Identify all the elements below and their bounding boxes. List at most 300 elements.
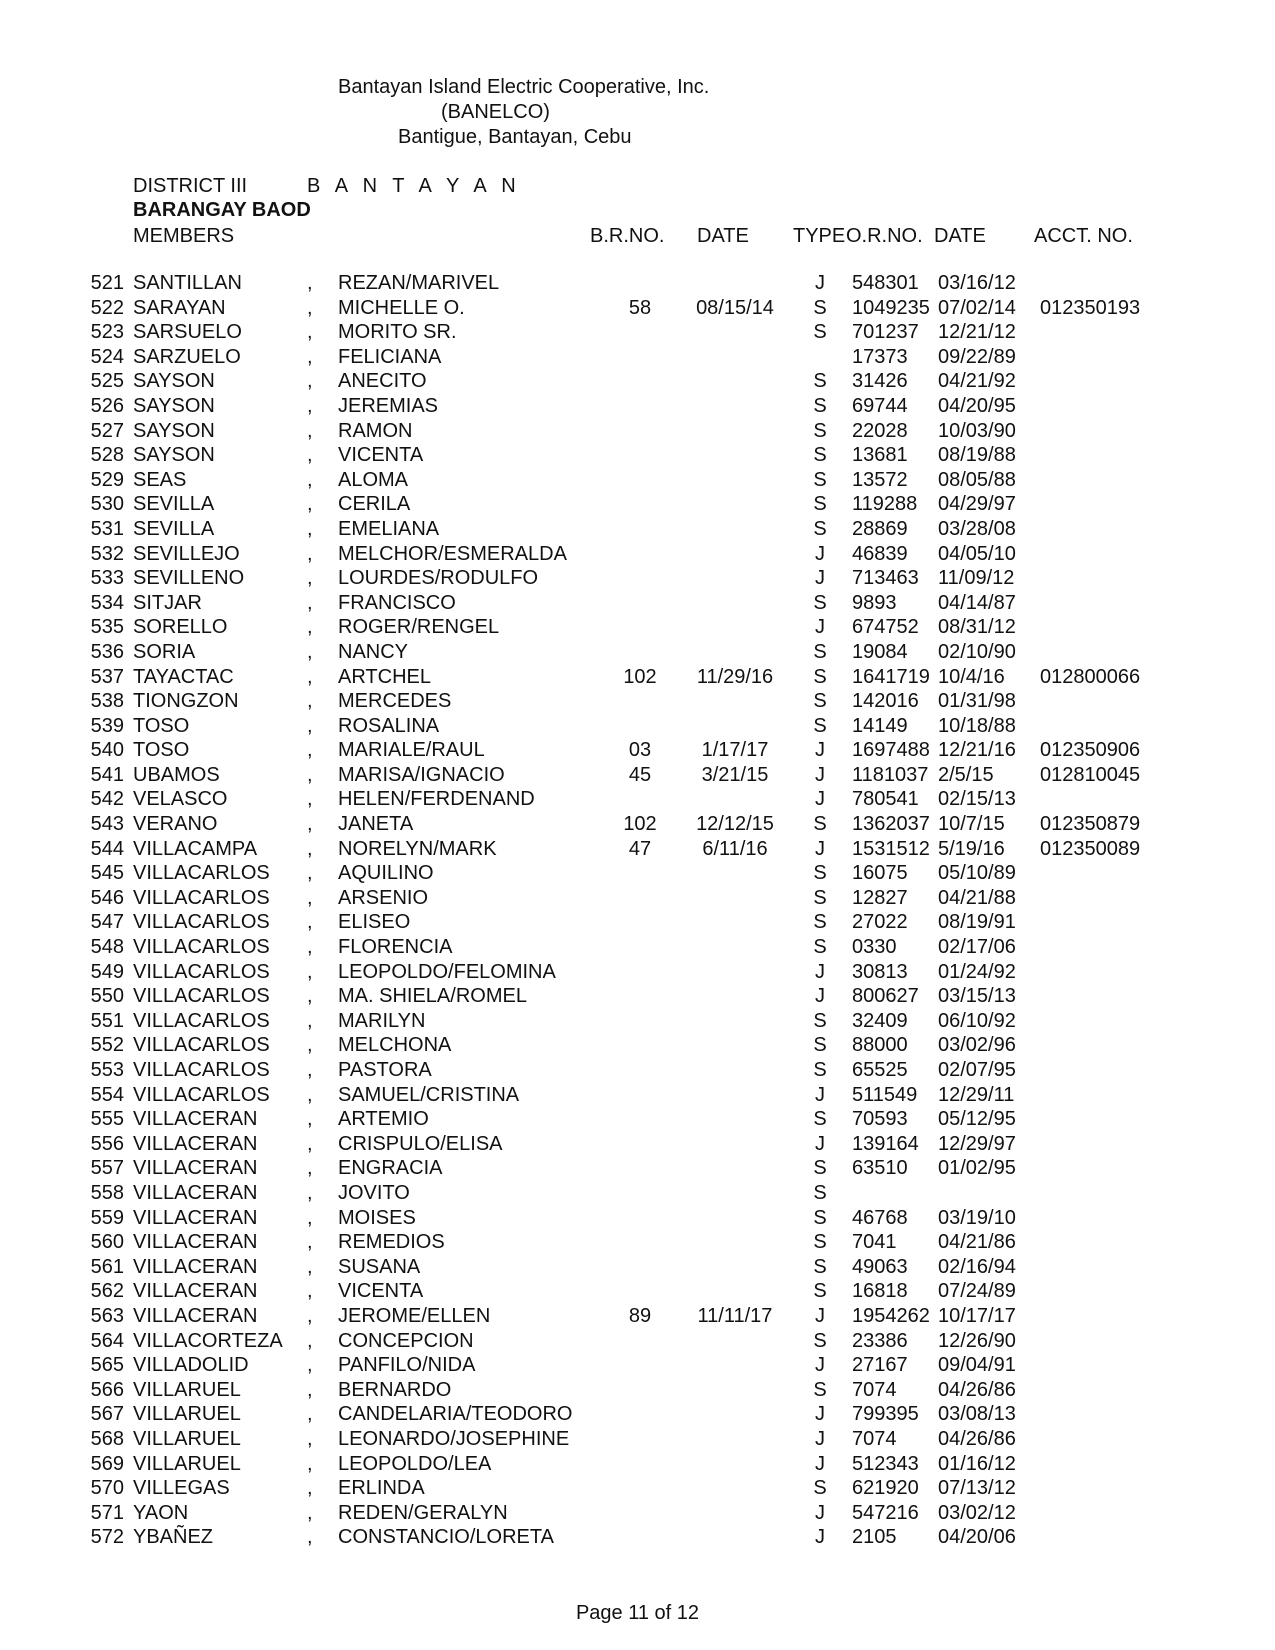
membership-type: S <box>813 591 827 614</box>
or-number: 12827 <box>852 886 908 909</box>
name-separator: , <box>307 1206 313 1229</box>
member-last-name: VILLACARLOS <box>133 936 270 959</box>
membership-type: J <box>815 788 825 811</box>
membership-type: S <box>813 1009 827 1032</box>
member-last-name: SORELLO <box>133 616 228 639</box>
member-number: 552 <box>90 1034 124 1057</box>
or-number: 512343 <box>852 1452 919 1475</box>
member-first-name: REZAN/MARIVEL <box>338 272 500 294</box>
name-separator: , <box>307 837 313 860</box>
table-row <box>0 936 1275 961</box>
member-first-name: MARIALE/RAUL <box>338 739 485 762</box>
member-first-name: ANECITO <box>338 370 427 393</box>
or-date: 01/16/12 <box>938 1452 1016 1475</box>
member-number: 571 <box>90 1501 124 1524</box>
or-date: 05/10/89 <box>938 862 1016 885</box>
or-date: 04/21/88 <box>938 886 1016 909</box>
member-number: 541 <box>90 763 124 786</box>
name-separator: , <box>307 493 313 516</box>
table-row <box>0 887 1275 912</box>
table-row <box>0 1280 1275 1305</box>
name-separator: , <box>307 321 313 344</box>
table-row <box>0 469 1275 494</box>
or-number: 46768 <box>852 1206 908 1229</box>
or-number: 14149 <box>852 714 908 737</box>
table-row <box>0 1157 1275 1182</box>
or-number: 1697488 <box>852 739 930 762</box>
name-separator: , <box>307 640 313 663</box>
table-row <box>0 1526 1275 1551</box>
table-row <box>0 1379 1275 1404</box>
member-first-name: FRANCISCO <box>338 591 456 614</box>
member-number: 570 <box>90 1477 124 1500</box>
or-date: 03/02/12 <box>938 1501 1016 1524</box>
br-date: 1/17/17 <box>701 739 769 762</box>
or-date: 06/10/92 <box>938 1009 1016 1032</box>
member-first-name: ELISEO <box>338 911 411 934</box>
table-row <box>0 1502 1275 1527</box>
name-separator: , <box>307 1034 313 1057</box>
member-first-name: CERILA <box>338 493 411 516</box>
or-number: 780541 <box>852 788 919 811</box>
or-date: 02/07/95 <box>938 1059 1016 1081</box>
or-date: 04/26/86 <box>938 1427 1016 1450</box>
membership-type: S <box>813 444 827 467</box>
membership-type: S <box>813 640 827 663</box>
table-row <box>0 1084 1275 1109</box>
member-last-name: VILLACARLOS <box>133 862 270 885</box>
or-date: 08/19/91 <box>938 911 1016 934</box>
member-number: 556 <box>90 1132 124 1155</box>
or-date: 09/04/91 <box>938 1354 1016 1377</box>
or-number: 547216 <box>852 1501 919 1524</box>
table-row <box>0 838 1275 863</box>
membership-type: J <box>815 1403 825 1426</box>
or-number: 9893 <box>852 591 897 614</box>
membership-type: S <box>813 1181 827 1204</box>
or-date: 12/26/90 <box>938 1329 1016 1352</box>
table-row <box>0 715 1275 740</box>
or-number: 32409 <box>852 1009 908 1032</box>
br-number: 47 <box>628 837 652 860</box>
account-number: 012350193 <box>1040 296 1141 319</box>
or-number: 119288 <box>852 493 918 516</box>
membership-type: S <box>813 419 827 442</box>
name-separator: , <box>307 517 313 540</box>
member-number: 530 <box>90 493 124 516</box>
name-separator: , <box>307 788 313 811</box>
membership-type: J <box>815 837 825 860</box>
or-date: 12/21/12 <box>938 321 1016 344</box>
membership-type: S <box>813 862 827 885</box>
membership-type: S <box>813 1108 827 1131</box>
membership-type: J <box>815 567 825 590</box>
member-number: 559 <box>90 1206 124 1229</box>
membership-type: S <box>813 370 827 393</box>
name-separator: , <box>307 1231 313 1254</box>
table-row <box>0 1133 1275 1158</box>
member-last-name: YAON <box>133 1501 189 1524</box>
or-date: 10/4/16 <box>938 665 1005 688</box>
name-separator: , <box>307 1157 313 1180</box>
table-row <box>0 1354 1275 1379</box>
or-date: 07/02/14 <box>938 296 1016 319</box>
name-separator: , <box>307 1181 313 1204</box>
name-separator: , <box>307 714 313 737</box>
br-date: 11/11/17 <box>697 1304 773 1327</box>
name-separator: , <box>307 690 313 713</box>
column-header-acct-no: ACCT. NO. <box>1034 225 1133 247</box>
member-number: 554 <box>90 1083 124 1106</box>
table-row <box>0 1034 1275 1059</box>
table-row <box>0 346 1275 371</box>
or-number: 713463 <box>852 567 919 590</box>
or-number: 142016 <box>852 690 919 713</box>
or-date: 04/26/86 <box>938 1378 1016 1401</box>
member-number: 533 <box>90 567 124 590</box>
column-header-br-no: B.R.NO. <box>590 225 665 247</box>
membership-type: S <box>813 1329 827 1352</box>
br-date: 08/15/14 <box>696 296 774 319</box>
member-number: 523 <box>90 321 124 344</box>
or-number: 1181037 <box>852 763 929 786</box>
member-last-name: SEVILLEJO <box>133 542 240 565</box>
membership-type: S <box>813 665 827 688</box>
account-number: 012350879 <box>1040 813 1141 836</box>
member-last-name: SAYSON <box>133 370 215 393</box>
member-first-name: JOVITO <box>338 1181 410 1204</box>
member-first-name: LEOPOLDO/LEA <box>338 1452 492 1475</box>
or-number: 28869 <box>852 517 908 540</box>
br-date: 12/12/15 <box>696 813 774 836</box>
member-number: 564 <box>90 1329 124 1352</box>
member-number: 537 <box>90 665 124 688</box>
member-last-name: TOSO <box>133 714 190 737</box>
member-last-name: VILLACARLOS <box>133 911 270 934</box>
member-first-name: LEOPOLDO/FELOMINA <box>338 960 556 983</box>
name-separator: , <box>307 1378 313 1401</box>
table-row <box>0 666 1275 691</box>
or-number: 49063 <box>852 1255 908 1278</box>
column-header-type: TYPE <box>793 225 846 247</box>
or-date: 03/08/13 <box>938 1403 1016 1426</box>
table-row <box>0 764 1275 789</box>
member-number: 524 <box>90 345 124 368</box>
or-number: 7074 <box>852 1378 897 1401</box>
member-number: 521 <box>90 272 124 294</box>
member-last-name: SAYSON <box>133 444 215 467</box>
member-last-name: VILLADOLID <box>133 1354 249 1377</box>
membership-type: J <box>815 542 825 565</box>
table-row <box>0 1231 1275 1256</box>
or-date: 5/19/16 <box>938 837 1005 860</box>
member-first-name: ARTEMIO <box>338 1108 429 1131</box>
or-date: 12/29/97 <box>938 1132 1016 1155</box>
membership-type: S <box>813 394 827 417</box>
membership-type: J <box>815 1427 825 1450</box>
member-first-name: SUSANA <box>338 1255 421 1278</box>
table-row <box>0 1059 1275 1084</box>
member-last-name: SAYSON <box>133 394 215 417</box>
name-separator: , <box>307 813 313 836</box>
membership-type: S <box>813 1378 827 1401</box>
name-separator: , <box>307 1132 313 1155</box>
name-separator: , <box>307 1083 313 1106</box>
name-separator: , <box>307 468 313 491</box>
member-last-name: SORIA <box>133 640 196 663</box>
member-last-name: VILLACERAN <box>133 1157 258 1180</box>
member-last-name: VILLACAMPA <box>133 837 258 860</box>
member-first-name: CONSTANCIO/LORETA <box>338 1526 554 1549</box>
member-number: 558 <box>90 1181 124 1204</box>
member-last-name: SEAS <box>133 468 187 491</box>
membership-type: J <box>815 763 825 786</box>
or-date: 02/16/94 <box>938 1255 1016 1278</box>
membership-type: J <box>815 1132 825 1155</box>
or-number: 1954262 <box>852 1304 930 1327</box>
or-date: 05/12/95 <box>938 1108 1016 1131</box>
name-separator: , <box>307 567 313 590</box>
account-number: 012800066 <box>1040 665 1141 688</box>
name-separator: , <box>307 394 313 417</box>
member-number: 538 <box>90 690 124 713</box>
table-row <box>0 420 1275 445</box>
member-number: 536 <box>90 640 124 663</box>
member-number: 539 <box>90 714 124 737</box>
member-number: 562 <box>90 1280 124 1303</box>
or-date: 12/21/16 <box>938 739 1016 762</box>
member-first-name: MELCHOR/ESMERALDA <box>338 542 567 565</box>
or-date: 03/28/08 <box>938 517 1016 540</box>
member-last-name: UBAMOS <box>133 763 220 786</box>
or-date: 10/7/15 <box>938 813 1005 836</box>
or-number: 1049235 <box>852 296 930 319</box>
member-last-name: VILLEGAS <box>133 1477 230 1500</box>
or-number: 13572 <box>852 468 908 491</box>
member-number: 567 <box>90 1403 124 1426</box>
table-row <box>0 1330 1275 1355</box>
or-date: 08/05/88 <box>938 468 1016 491</box>
name-separator: , <box>307 1059 313 1081</box>
name-separator: , <box>307 886 313 909</box>
member-number: 534 <box>90 591 124 614</box>
membership-type: S <box>813 1157 827 1180</box>
membership-type: S <box>813 690 827 713</box>
br-date: 11/29/16 <box>696 665 774 688</box>
or-date: 10/18/88 <box>938 714 1016 737</box>
or-number: 65525 <box>852 1059 908 1081</box>
or-number: 70593 <box>852 1108 908 1131</box>
or-number: 30813 <box>852 960 908 983</box>
or-number: 7074 <box>852 1427 897 1450</box>
name-separator: , <box>307 739 313 762</box>
table-row <box>0 444 1275 469</box>
member-first-name: JEREMIAS <box>338 394 439 417</box>
member-last-name: SARSUELO <box>133 321 242 344</box>
member-last-name: TIONGZON <box>133 690 239 713</box>
or-number: 701237 <box>852 321 919 344</box>
member-last-name: SITJAR <box>133 591 202 614</box>
member-last-name: VILLARUEL <box>133 1427 241 1450</box>
br-date: 6/11/16 <box>702 837 768 860</box>
or-date: 10/03/90 <box>938 419 1016 442</box>
membership-type: S <box>813 911 827 934</box>
member-first-name: EMELIANA <box>338 517 440 540</box>
member-number: 566 <box>90 1378 124 1401</box>
or-date: 08/31/12 <box>938 616 1016 639</box>
member-last-name: VILLACERAN <box>133 1304 258 1327</box>
or-date: 08/19/88 <box>938 444 1016 467</box>
name-separator: , <box>307 1427 313 1450</box>
or-number: 621920 <box>852 1477 919 1500</box>
or-date: 03/19/10 <box>938 1206 1016 1229</box>
name-separator: , <box>307 911 313 934</box>
or-date: 01/24/92 <box>938 960 1016 983</box>
member-last-name: VILLARUEL <box>133 1452 241 1475</box>
or-date: 11/09/12 <box>938 567 1015 590</box>
member-number: 546 <box>90 886 124 909</box>
barangay-title: BARANGAY BAOD <box>133 199 311 221</box>
or-number: 0330 <box>852 936 897 959</box>
name-separator: , <box>307 542 313 565</box>
or-number: 2105 <box>852 1526 897 1549</box>
or-date: 01/02/95 <box>938 1157 1016 1180</box>
name-separator: , <box>307 665 313 688</box>
member-first-name: FELICIANA <box>338 345 442 368</box>
member-number: 532 <box>90 542 124 565</box>
member-first-name: MELCHONA <box>338 1034 452 1057</box>
member-number: 525 <box>90 370 124 393</box>
member-number: 544 <box>90 837 124 860</box>
member-number: 547 <box>90 911 124 934</box>
or-date: 02/10/90 <box>938 640 1016 663</box>
membership-type: S <box>813 493 827 516</box>
table-row <box>0 395 1275 420</box>
member-last-name: SARZUELO <box>133 345 241 368</box>
account-number: 012350906 <box>1040 739 1141 762</box>
member-number: 527 <box>90 419 124 442</box>
or-date: 04/14/87 <box>938 591 1016 614</box>
member-last-name: VILLACERAN <box>133 1255 258 1278</box>
member-last-name: VILLACARLOS <box>133 985 270 1008</box>
membership-type: J <box>815 739 825 762</box>
member-first-name: AQUILINO <box>338 862 434 885</box>
member-number: 550 <box>90 985 124 1008</box>
member-last-name: VILLACERAN <box>133 1132 258 1155</box>
account-number: 012350089 <box>1040 837 1141 860</box>
or-number: 16818 <box>852 1280 908 1303</box>
table-row <box>0 567 1275 592</box>
br-number: 45 <box>628 763 652 786</box>
name-separator: , <box>307 1403 313 1426</box>
name-separator: , <box>307 862 313 885</box>
member-last-name: VILLACORTEZA <box>133 1329 283 1352</box>
member-last-name: VILLACARLOS <box>133 886 270 909</box>
table-row <box>0 1477 1275 1502</box>
member-last-name: SANTILLAN <box>133 272 242 294</box>
membership-type: S <box>813 517 827 540</box>
table-row <box>0 911 1275 936</box>
member-last-name: TAYACTAC <box>133 665 234 688</box>
membership-type: J <box>815 272 825 294</box>
membership-type: S <box>813 1206 827 1229</box>
member-number: 549 <box>90 960 124 983</box>
or-date: 10/17/17 <box>938 1304 1016 1327</box>
table-row <box>0 321 1275 346</box>
member-last-name: VERANO <box>133 813 218 836</box>
or-number: 7041 <box>852 1231 897 1254</box>
table-row <box>0 272 1275 297</box>
member-first-name: HELEN/FERDENAND <box>338 788 535 811</box>
or-number: 27022 <box>852 911 908 934</box>
member-number: 551 <box>90 1009 124 1032</box>
table-row <box>0 518 1275 543</box>
member-first-name: REDEN/GERALYN <box>338 1501 508 1524</box>
or-number: 17373 <box>852 345 908 368</box>
name-separator: , <box>307 1329 313 1352</box>
member-number: 560 <box>90 1231 124 1254</box>
membership-type: S <box>813 813 827 836</box>
or-date: 07/13/12 <box>938 1477 1016 1500</box>
or-number: 69744 <box>852 394 908 417</box>
member-number: 545 <box>90 862 124 885</box>
or-date: 04/21/86 <box>938 1231 1016 1254</box>
name-separator: , <box>307 419 313 442</box>
member-last-name: SEVILLA <box>133 517 215 540</box>
name-separator: , <box>307 1526 313 1549</box>
table-row <box>0 1010 1275 1035</box>
or-date: 04/20/95 <box>938 394 1016 417</box>
name-separator: , <box>307 444 313 467</box>
name-separator: , <box>307 1108 313 1131</box>
membership-type: J <box>815 985 825 1008</box>
name-separator: , <box>307 272 313 294</box>
member-number: 557 <box>90 1157 124 1180</box>
or-date: 01/31/98 <box>938 690 1016 713</box>
member-last-name: TOSO <box>133 739 190 762</box>
table-row <box>0 788 1275 813</box>
member-last-name: VILLACERAN <box>133 1108 258 1131</box>
member-first-name: PANFILO/NIDA <box>338 1354 476 1377</box>
br-number: 102 <box>623 665 657 688</box>
or-date: 03/15/13 <box>938 985 1016 1008</box>
member-first-name: SAMUEL/CRISTINA <box>338 1083 520 1106</box>
membership-type: S <box>813 886 827 909</box>
table-row <box>0 739 1275 764</box>
membership-type: S <box>813 1231 827 1254</box>
membership-type: S <box>813 714 827 737</box>
name-separator: , <box>307 345 313 368</box>
column-header-date: DATE <box>697 225 749 247</box>
membership-type: S <box>813 1477 827 1500</box>
organization-name: Bantayan Island Electric Cooperative, Inc. <box>338 76 710 98</box>
membership-type: J <box>815 1501 825 1524</box>
member-number: 522 <box>90 296 124 319</box>
district-label: DISTRICT III <box>133 175 248 197</box>
table-row <box>0 1182 1275 1207</box>
or-number: 19084 <box>852 640 908 663</box>
name-separator: , <box>307 1477 313 1500</box>
or-number: 63510 <box>852 1157 908 1180</box>
member-first-name: VICENTA <box>338 444 424 467</box>
or-number: 23386 <box>852 1329 908 1352</box>
br-number: 102 <box>623 813 657 836</box>
or-date: 07/24/89 <box>938 1280 1016 1303</box>
member-last-name: VILLARUEL <box>133 1403 241 1426</box>
table-row <box>0 543 1275 568</box>
or-date: 02/15/13 <box>938 788 1016 811</box>
organization-abbreviation: (BANELCO) <box>441 101 550 123</box>
